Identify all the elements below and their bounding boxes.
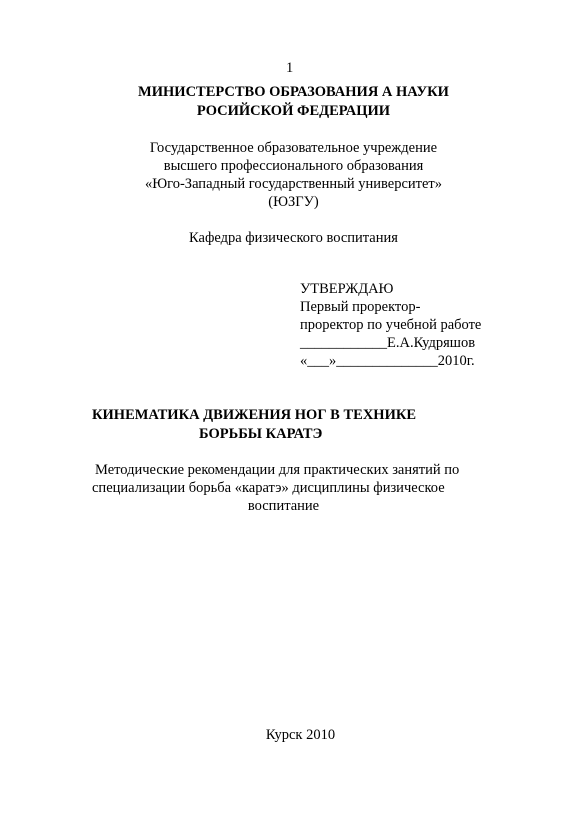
department: Кафедра физического воспитания [189, 230, 398, 246]
document-title-line-2: БОРЬБЫ КАРАТЭ [199, 426, 323, 442]
approval-position-2: проректор по учебной работе [300, 317, 482, 333]
approval-title: УТВЕРЖДАЮ [300, 281, 394, 297]
institution-line-3: «Юго-Западный государственный университет» [144, 176, 443, 192]
page-number: 1 [286, 60, 294, 76]
subtitle-line-3: воспитание [247, 498, 320, 514]
approval-date-line: «___»______________2010г. [300, 353, 475, 369]
institution-line-2: высшего профессионального образования [163, 158, 424, 174]
ministry-line-2: РОСИЙСКОЙ ФЕДЕРАЦИИ [196, 103, 391, 119]
institution-line-4: (ЮЗГУ) [268, 194, 319, 210]
ministry-line-1: МИНИСТЕРСТВО ОБРАЗОВАНИЯ А НАУКИ [138, 84, 449, 100]
document-title-line-1: КИНЕМАТИКА ДВИЖЕНИЯ НОГ В ТЕХНИКЕ [92, 407, 417, 423]
subtitle-line-1: Методические рекомендации для практических занятий по [95, 462, 460, 478]
institution-line-1: Государственное образовательное учреждение [149, 140, 438, 156]
subtitle-line-2: специализации борьба «каратэ» дисциплины физическое [92, 480, 445, 496]
approval-signature-line: ____________Е.А.Кудряшов [300, 335, 476, 351]
footer-city-year: Курск 2010 [265, 727, 336, 743]
approval-block [300, 280, 481, 370]
approval-position-1: Первый проректор- [300, 299, 421, 315]
